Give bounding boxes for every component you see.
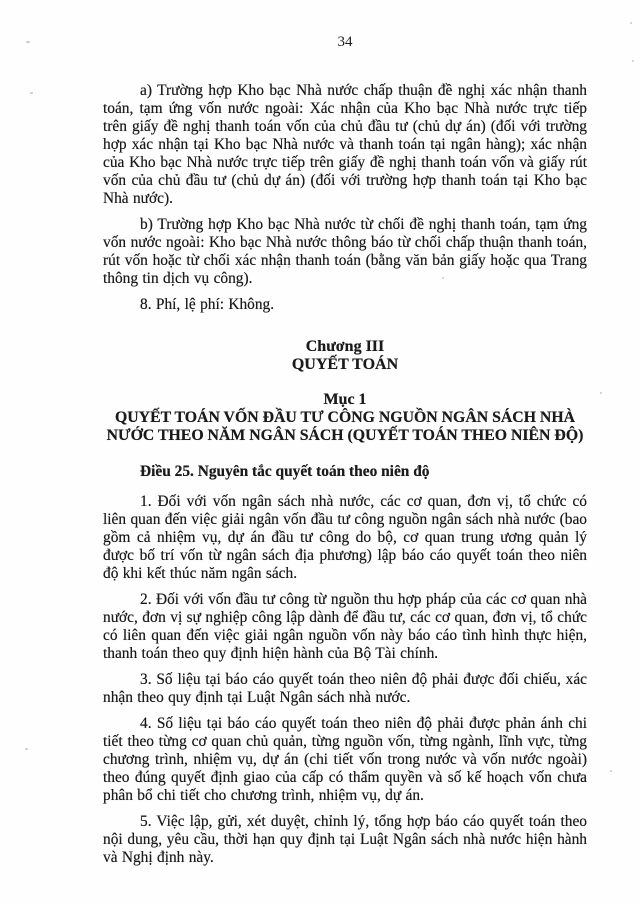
article-25-clause-2: 2. Đối với vốn đầu tư công từ nguồn thu hợp pháp của các cơ quan nhà nước, đơn vị sự nghiệp công lập dành để đầu tư, các cơ quan, đơn vị, tổ chức có liên quan đến việc giải ngân nguồn vốn này báo cáo tình hình thực hiện, thanh toán theo quy định hiện hành của Bộ Tài chính. [103,591,587,662]
article-25-clause-4: 4. Số liệu tại báo cáo quyết toán theo niên độ phải được phản ánh chi tiết theo từng cơ quan chủ quản, từng nguồn vốn, từng ngành, lĩnh vực, từng chương trình, nhiệm vụ, dự án (chi tiết vốn trong nước và vốn nước ngoài) theo đúng quyết định giao của cấp có thẩm quyền và số kế hoạch vốn chưa phân bổ chi tiết cho chương trình, nhiệm vụ, dự án. [103,715,587,804]
scan-speck [632,60,634,62]
scan-speck [600,392,602,394]
chapter-label: Chương III [305,338,385,355]
paragraph-item-8: 8. Phí, lệ phí: Không. [140,296,275,313]
scan-speck [30,92,33,94]
article-25-clause-3: 3. Số liệu tại báo cáo quyết toán theo niên độ phải được đối chiếu, xác nhận theo quy định tại Luật Ngân sách nhà nước. [103,671,587,706]
scan-speck [610,770,612,772]
paragraph-point-b: b) Trường hợp Kho bạc Nhà nước từ chối đề nghị thanh toán, tạm ứng vốn nước ngoài: Kho bạc Nhà nước thông báo từ chối chấp thuận thanh toán, rút vốn hoặc từ chối xác nhận thanh toán (bằng văn bản giấy hoặc qua Trang thông tin dịch vụ công). [103,216,587,287]
scan-speck [25,748,28,750]
chapter-heading [103,338,587,374]
paragraph-point-a: a) Trường hợp Kho bạc Nhà nước chấp thuận đề nghị xác nhận thanh toán, tạm ứng vốn nước ngoài: Xác nhận của Kho bạc Nhà nước trực tiếp trên giấy đề nghị thanh toán vốn của chủ đầu tư (chủ dự án) (đối với trường hợp xác nhận tại Kho bạc Nhà nước và thanh toán tại ngân hàng); xác nhận của Kho bạc Nhà nước trực tiếp trên giấy đề nghị thanh toán vốn và giấy rút vốn của chủ đầu tư (chủ dự án) (đối với trường hợp thanh toán tại Kho bạc Nhà nước). [103,82,587,207]
article-25-clause-1: 1. Đối với vốn ngân sách nhà nước, các cơ quan, đơn vị, tổ chức có liên quan đến việc giải ngân vốn đầu tư công nguồn ngân sách nhà nước (bao gồm cả nhiệm vụ, dự án đầu tư công do bộ, cơ quan trung ương quản lý được bố trí vốn từ ngân sách địa phương) lập báo cáo quyết toán theo niên độ khi kết thúc năm ngân sách. [103,493,587,582]
scan-speck [630,22,632,24]
scan-speck [442,277,444,279]
scan-speck [288,266,290,268]
section-title: QUYẾT TOÁN VỐN ĐẦU TƯ CÔNG NGUỒN NGÂN SÁCH NHÀ NƯỚC THEO NĂM NGÂN SÁCH (QUYẾT TOÁN THEO NIÊN ĐỘ) [106,409,584,444]
chapter-title: QUYẾT TOÁN [291,356,399,373]
article-25-heading: Điều 25. Nguyên tắc quyết toán theo niên độ [140,463,430,480]
page-number: 34 [337,34,353,50]
scan-speck [26,41,30,43]
section-label: Mục 1 [323,391,367,408]
section-heading [103,391,587,445]
page-content [103,0,587,875]
article-25-clause-5: 5. Việc lập, gửi, xét duyệt, chỉnh lý, tổng hợp báo cáo quyết toán theo nội dung, yêu cầu, thời hạn quy định tại Luật Ngân sách nhà nước hiện hành và Nghị định này. [103,813,587,866]
